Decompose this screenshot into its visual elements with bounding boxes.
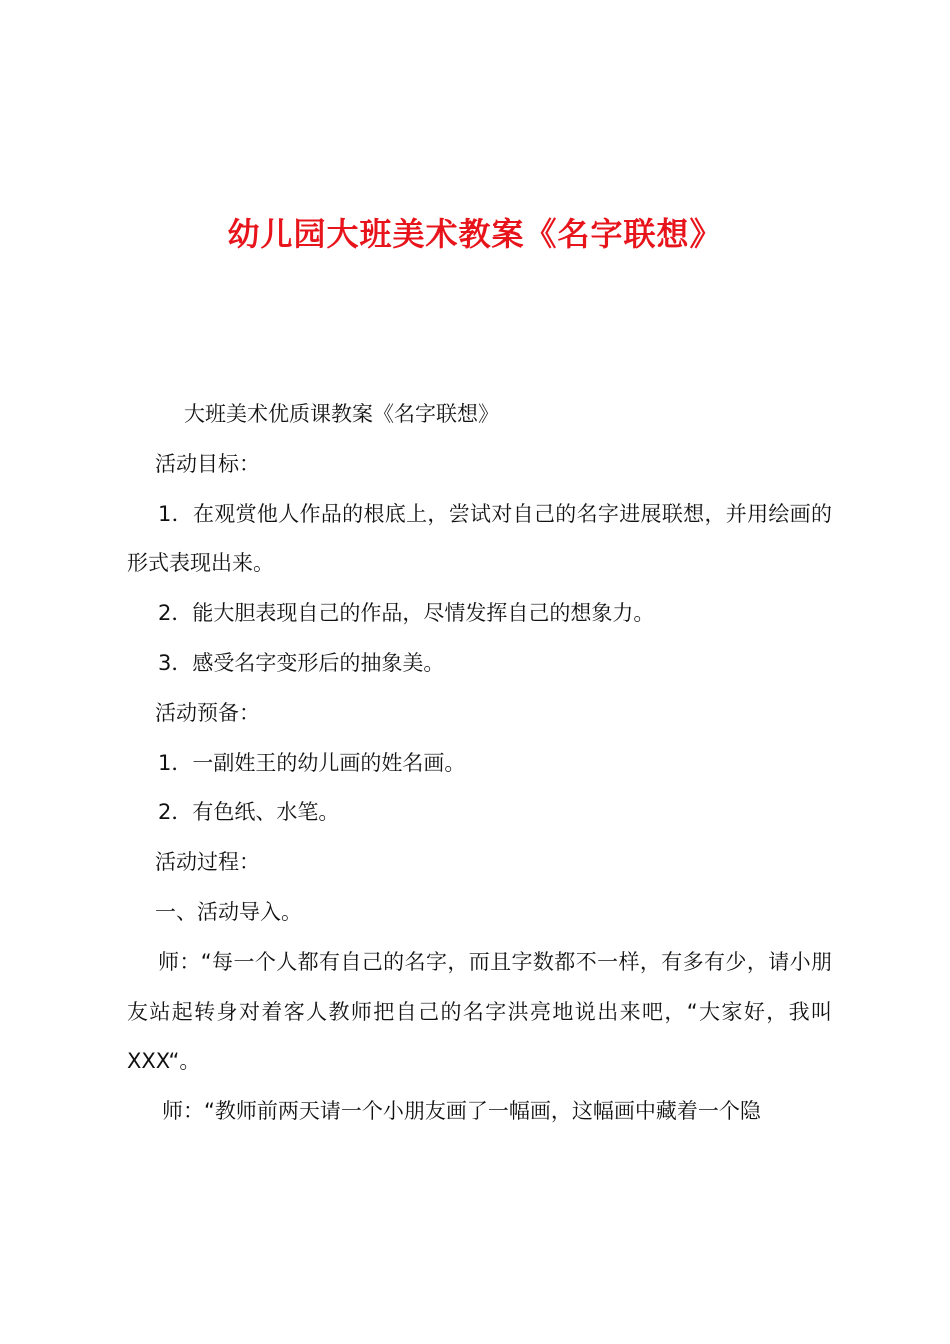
subtitle-paragraph: 大班美术优质课教案《名字联想》 bbox=[184, 402, 499, 426]
goal-item-3: 3．感受名字变形后的抽象美。 bbox=[158, 650, 445, 675]
section-heading-preparation: 活动预备： bbox=[155, 700, 260, 725]
goal-item-1: 1．在观赏他人作品的根底上，尝试对自己的名字进展联想，并用绘画的形式表现出来。 bbox=[127, 501, 832, 576]
teacher-speech-2: 师：“教师前两天请一个小朋友画了一幅画，这幅画中藏着一个隐 bbox=[162, 1099, 761, 1124]
preparation-item-2: 2．有色纸、水笔。 bbox=[158, 800, 340, 825]
document-body bbox=[127, 390, 832, 1137]
process-step-1: 一、活动导入。 bbox=[155, 899, 302, 924]
section-heading-goals: 活动目标： bbox=[155, 451, 260, 476]
document-title: 幼儿园大班美术教案《名字联想》 bbox=[227, 215, 723, 253]
teacher-speech-1: 师：“每一个人都有自己的名字，而且字数都不一样，有多有少，请小朋友站起转身对着客人教师把自己的名字洪亮地说出来吧，“大家好，我叫 XXX“。 bbox=[127, 949, 832, 1074]
preparation-item-1: 1．一副姓王的幼儿画的姓名画。 bbox=[158, 750, 466, 775]
goal-item-2: 2．能大胆表现自己的作品，尽情发挥自己的想象力。 bbox=[158, 601, 655, 626]
section-heading-process: 活动过程： bbox=[155, 850, 260, 875]
